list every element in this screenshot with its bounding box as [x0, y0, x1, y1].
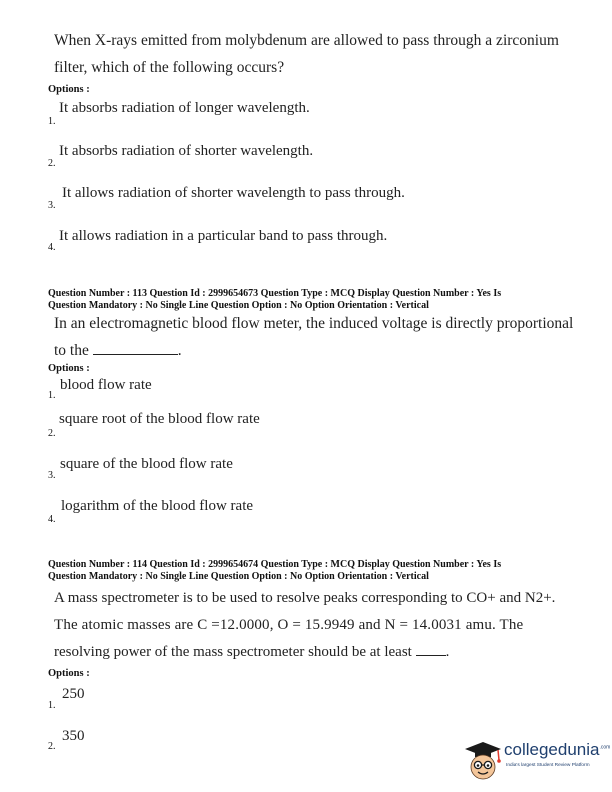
question-112-text	[54, 27, 559, 81]
option-number: 1.	[48, 390, 56, 401]
question-text-fragment: .	[445, 644, 450, 660]
option-number: 4.	[48, 514, 56, 525]
option-text: square root of the blood flow rate	[59, 411, 260, 427]
question-114-meta	[48, 559, 548, 583]
option-number: 3.	[48, 470, 56, 481]
logo-name: collegedunia	[504, 740, 600, 759]
options-label: Options :	[48, 363, 90, 374]
option-text: It allows radiation of shorter wavelength to pass through.	[62, 185, 405, 201]
logo-wordmark	[504, 740, 610, 760]
option-number: 3.	[48, 200, 56, 211]
meta-line: Question Number : 113 Question Id : 2999654673 Question Type : MCQ Display Question Number : Yes Is	[48, 288, 502, 299]
question-text-fragment: .	[177, 342, 182, 359]
option-number: 4.	[48, 242, 56, 253]
logo-suffix: .com	[599, 744, 611, 751]
meta-line: Question Mandatory : No Single Line Question Option : No Option Orientation : Vertical	[48, 571, 429, 582]
meta-line: Question Number : 114 Question Id : 2999654674 Question Type : MCQ Display Question Number : Yes Is	[48, 559, 502, 570]
question-text-fragment: resolving power of the mass spectrometer should be at least	[54, 644, 412, 660]
question-114-text	[54, 585, 556, 666]
graduate-mascot-icon	[462, 740, 504, 782]
options-label: Options :	[48, 668, 90, 679]
question-text-line: In an electromagnetic blood flow meter, the induced voltage is directly proportional	[54, 315, 574, 332]
options-label: Options :	[48, 84, 90, 95]
question-text-line: The atomic masses are C =12.0000, O = 15.9949 and N = 14.0031 amu. The	[54, 617, 524, 633]
meta-line: Question Mandatory : No Single Line Question Option : No Option Orientation : Vertical	[48, 300, 429, 311]
logo-tagline: India's largest Student Review Platform	[506, 763, 590, 768]
option-number: 2.	[48, 741, 56, 752]
option-text: It absorbs radiation of shorter wavelength.	[59, 143, 314, 159]
collegedunia-logo	[462, 738, 611, 788]
question-text-line: A mass spectrometer is to be used to resolve peaks corresponding to CO+ and N2+.	[54, 590, 556, 606]
option-number: 1.	[48, 700, 56, 711]
question-text-fragment: to the	[54, 342, 89, 359]
option-text: blood flow rate	[60, 377, 152, 393]
option-number: 1.	[48, 116, 56, 127]
option-number: 2.	[48, 158, 56, 169]
option-text: square of the blood flow rate	[60, 456, 233, 472]
question-text-line: filter, which of the following occurs?	[54, 59, 285, 76]
option-number: 2.	[48, 428, 56, 439]
answer-blank	[416, 643, 446, 656]
option-text: It absorbs radiation of longer wavelength.	[59, 100, 310, 116]
question-text-line	[54, 337, 544, 364]
option-text: 250	[62, 686, 85, 702]
question-113-meta	[48, 288, 548, 312]
option-text: 350	[62, 728, 85, 744]
question-113-text	[54, 310, 574, 364]
option-text: It allows radiation in a particular band to pass through.	[59, 228, 388, 244]
question-text-line: When X-rays emitted from molybdenum are allowed to pass through a zirconium	[54, 32, 559, 49]
question-text-line	[54, 639, 544, 666]
option-text: logarithm of the blood flow rate	[61, 498, 254, 514]
answer-blank	[93, 342, 178, 355]
